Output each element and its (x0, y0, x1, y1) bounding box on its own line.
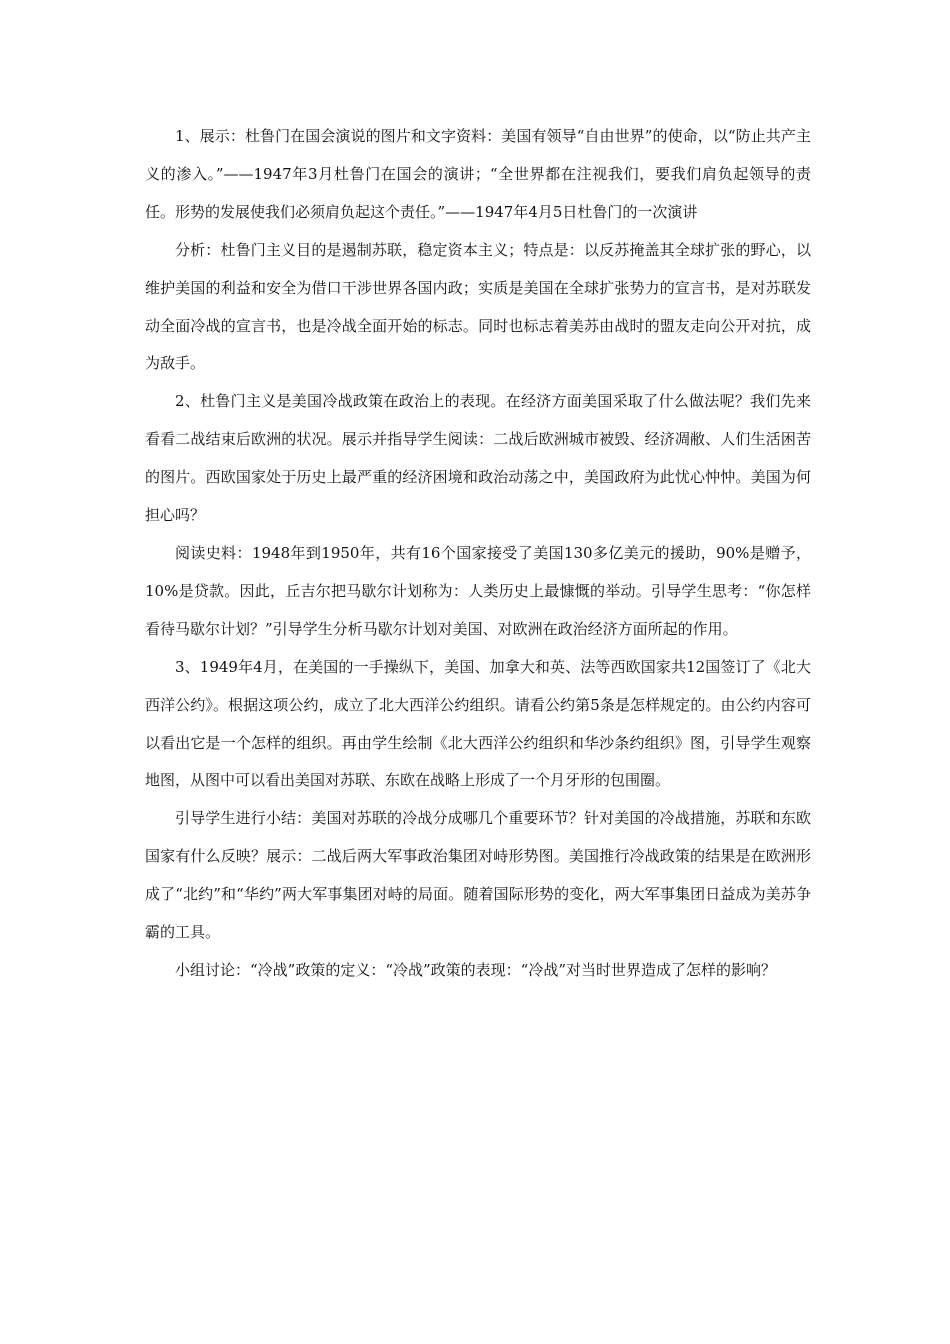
paragraph-reading-materials: 阅读史料：1948年到1950年，共有16个国家接受了美国130多亿美元的援助，90%是赠予，10%是贷款。因此，丘吉尔把马歇尔计划称为：人类历史上最慷慨的举动。引导学生思考：“你怎样看待马歇尔计划？”引导学生分析马歇尔计划对美国、对欧洲在政治经济方面所起的作用。 (145, 543, 811, 638)
paragraph-truman-speech: 1、展示：杜鲁门在国会演说的图片和文字资料：美国有领导“自由世界”的使命，以“防止共产主义的渗入。”——1947年3月杜鲁门在国会的演讲；“全世界都在注视我们，要我们肩负起领导的责任。形势的发展使我们必须肩负起这个责任。”——1947年4月5日杜鲁门的一次演讲 (145, 127, 811, 221)
document-body (145, 118, 811, 990)
paragraph-marshall-intro: 2、杜鲁门主义是美国冷战政策在政治上的表现。在经济方面美国采取了什么做法呢？我们先来看看二战结束后欧洲的状况。展示并指导学生阅读：二战后欧洲城市被毁、经济凋敝、人们生活困苦的图片。西欧国家处于历史上最严重的经济困境和政治动荡之中，美国政府为此忧心忡忡。美国为何担心吗？ (145, 392, 811, 525)
paragraph-nato: 3、1949年4月，在美国的一手操纵下，美国、加拿大和英、法等西欧国家共12国签订了《北大西洋公约》。根据这项公约，成立了北大西洋公约组织。请看公约第5条是怎样规定的。由公约内容可以看出它是一个怎样的组织。再由学生绘制《北大西洋公约组织和华沙条约组织》图，引导学生观察地图，从图中可以看出美国对苏联、东欧在战略上形成了一个月牙形的包围圈。 (145, 657, 811, 790)
paragraph-group-discussion: 小组讨论：“冷战”政策的定义：“冷战”政策的表现：“冷战”对当时世界造成了怎样的影响？ (175, 960, 777, 979)
paragraph-analysis: 分析：杜鲁门主义目的是遏制苏联，稳定资本主义；特点是：以反苏掩盖其全球扩张的野心，以维护美国的利益和安全为借口干涉世界各国内政；实质是美国在全球扩张势力的宣言书，是对苏联发动全面冷战的宣言书，也是冷战全面开始的标志。同时也标志着美苏由战时的盟友走向公开对抗，成为敌手。 (145, 240, 811, 373)
paragraph-summary: 引导学生进行小结：美国对苏联的冷战分成哪几个重要环节？针对美国的冷战措施，苏联和东欧国家有什么反映？展示：二战后两大军事政治集团对峙形势图。美国推行冷战政策的结果是在欧洲形成了“北约”和“华约”两大军事集团对峙的局面。随着国际形势的变化，两大军事集团日益成为美苏争霸的工具。 (145, 809, 811, 942)
